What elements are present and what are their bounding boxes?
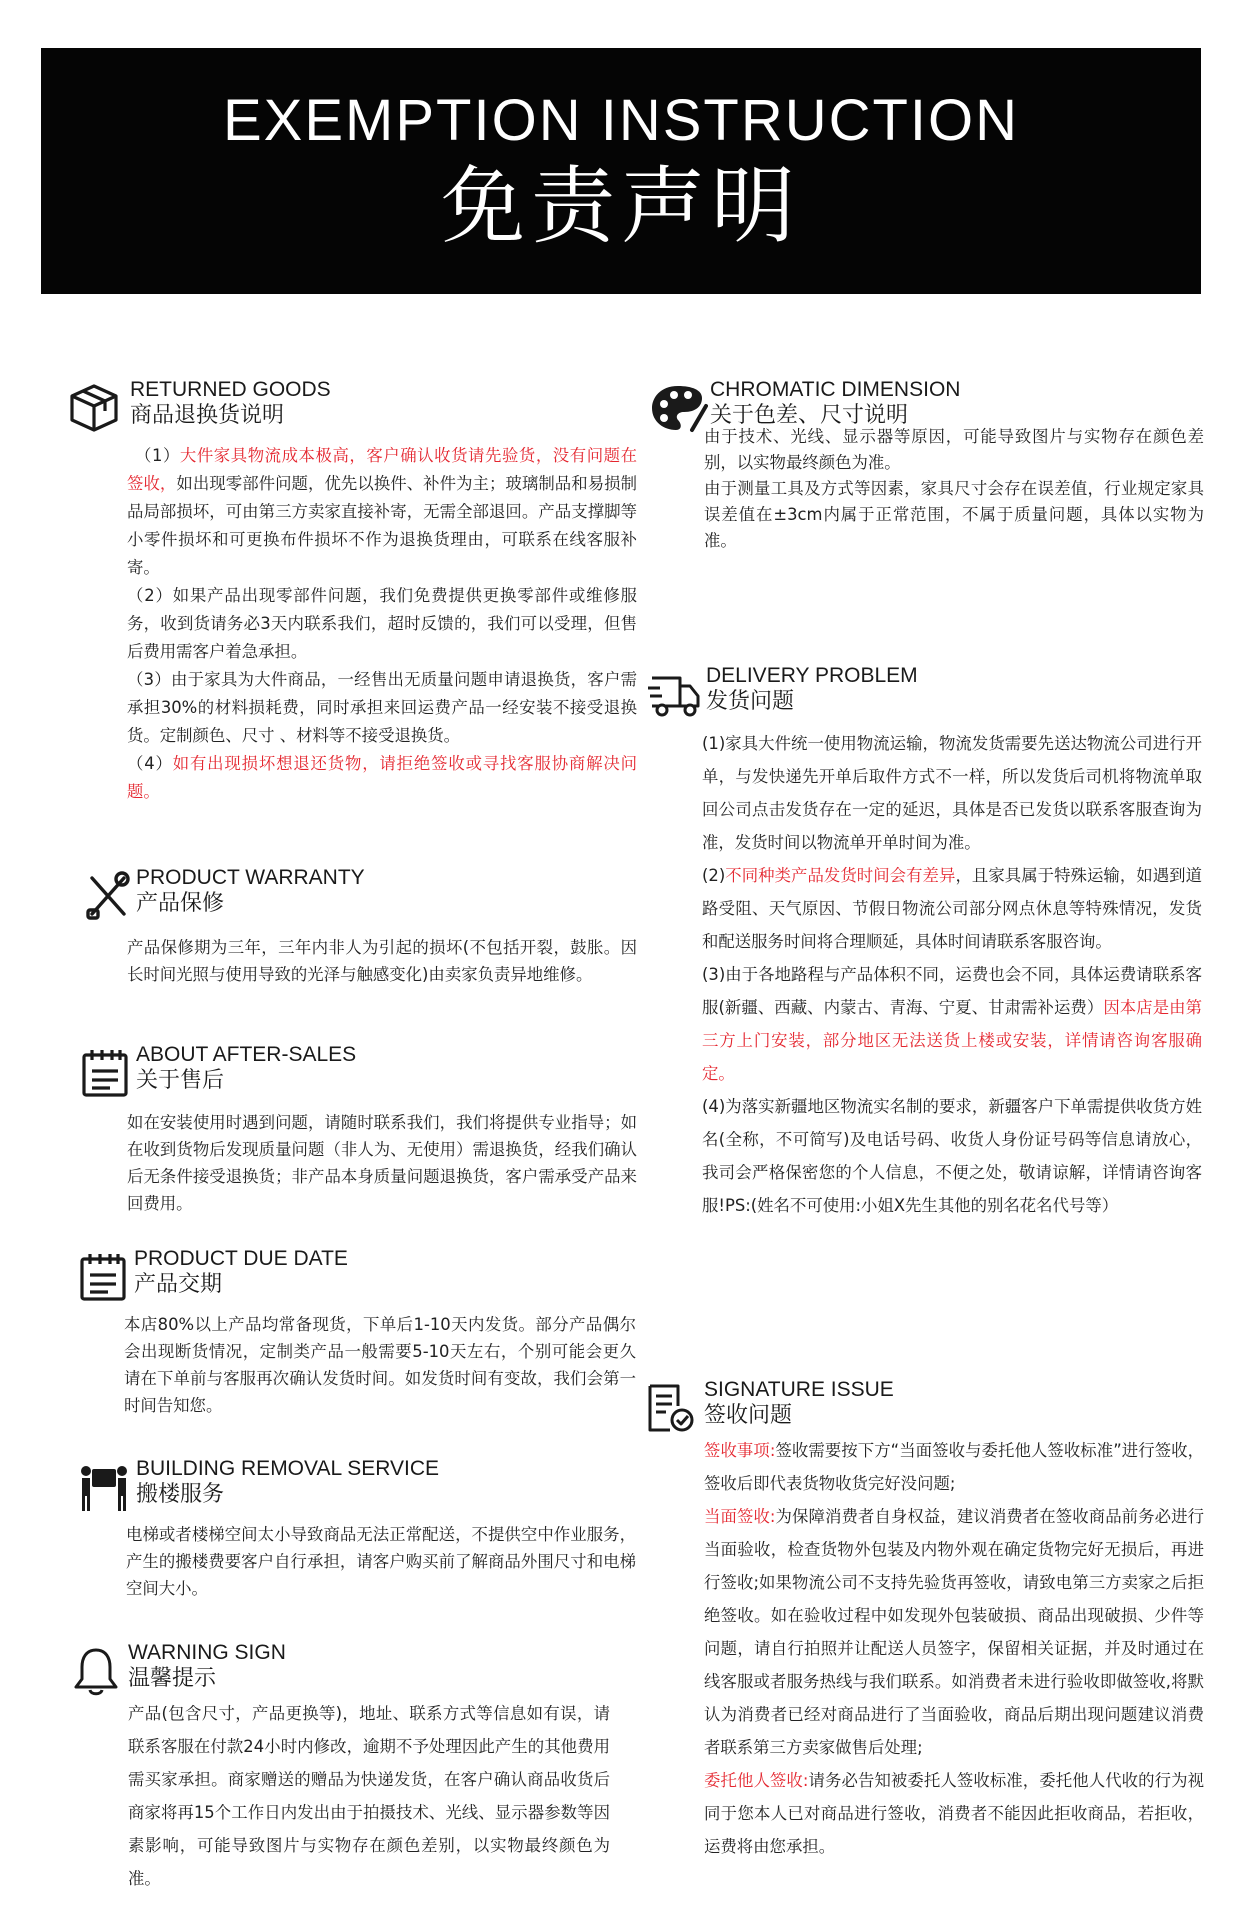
paragraph: 电梯或者楼梯空间太小导致商品无法正常配送，不提供空中作业服务，产生的搬楼费要客户自行承担，请客户购买前了解商品外围尺寸和电梯空间大小。 [126,1525,636,1598]
palette-icon [648,382,708,434]
highlight-text: 当面签收: [704,1507,776,1526]
paragraph-text: 如出现零部件问题，优先以换件、补件为主；玻璃制品和易损制品局部损坏，可由第三方卖家直接补寄，无需全部退回。产品支撑脚等小零件损坏和可更换布件损坏不作为退换货理由，可联系在线客服补寄。 [127,474,638,577]
section-delivery-problem [646,664,1204,1213]
tools-icon [84,870,132,922]
paragraph-text: ，且家具属于特殊运输，如遇到道路受阻、天气原因、节假日物流公司部分网点休息等特殊情况，发货和配送服务时间将合理顺延，具体时间请联系客服咨询。 [702,866,1203,951]
section-header [80,1043,636,1097]
paragraph [127,442,637,582]
section-title-en: RETURNED GOODS [130,378,331,401]
section-header [644,1378,1204,1432]
paragraph-text: 为保障消费者自身权益，建议消费者在签收商品前务必进行当面验收，检查货物外包装及内物外观在确定货物完好无损后，再进行签收;如果物流公司不支持先验货再签收，请致电第三方卖家之后拒绝签收。如在验收过程中如发现外包装破损、商品出现破损、少件等问题，请自行拍照并让配送人员签字，保留相关证据，并及时通过在线客服或者服务热线与我们联系。如消费者未进行验收即做签收,将默认为消费者已经对商品进行了当面验收，商品后期出现问题建议消费者联系第三方卖家做售后处理; [704,1507,1204,1757]
paragraph: 产品保修期为三年，三年内非人为引起的损坏(不包括开裂，鼓胀。因长时间光照与使用导致的光泽与触感变化)由卖家负责异地维修。 [127,938,637,984]
section-body [126,1521,636,1602]
section-product-due-date [78,1247,636,1415]
paragraph: 本店80%以上产品均常备现货，下单后1-10天内发货。部分产品偶尔会出现断货情况，定制类产品一般需要5-10天左右，个别可能会更久请在下单前与客服再次确认发货时间。如发货时间有变故，我们会第一时间告知您。 [124,1315,636,1415]
paragraph-prefix: (2) [702,866,726,885]
banner-title-zh: 免责声明 [440,157,801,255]
section-title-en: PRODUCT WARRANTY [136,866,365,889]
section-title-zh: 签收问题 [704,1403,793,1428]
section-title-zh: 搬楼服务 [136,1482,225,1507]
section-body [127,934,637,988]
section-body [704,424,1204,554]
paragraph-prefix: （4） [127,754,173,773]
section-title-en: SIGNATURE ISSUE [704,1378,894,1401]
paragraph: 由于测量工具及方式等因素，家具尺寸会存在误差值，行业规定家具误差值在±3cm内属于正常范围，不属于质量问题，具体以实物为准。 [704,479,1204,550]
section-title-en: DELIVERY PROBLEM [706,664,918,687]
section-signature-issue [644,1378,1204,1861]
section-body [128,1697,610,1895]
calendar-icon [78,1251,128,1303]
section-body [124,1311,636,1419]
section-product-warranty [84,866,637,984]
paragraph-text: (3)由于各地路程与产品体积不同，运费也会不同，具体运费请联系客服(新疆、西藏、内蒙古、青海、宁夏、甘肃需补运费） [702,965,1202,1017]
section-title-en: ABOUT AFTER-SALES [136,1043,357,1066]
section-after-sales [80,1043,637,1213]
section-body [127,442,637,806]
section-header [78,1457,636,1511]
section-title-zh: 发货问题 [706,689,795,714]
paragraph: (1)家具大件统一使用物流运输，物流发货需要先送达物流公司进行开单，与发快递先开单后取件方式不一样，所以发货后司机将物流单取回公司点击发货存在一定的延迟，具体是否已发货以联系客服查询为准，发货时间以物流单开单时间为准。 [702,734,1202,852]
section-body [702,727,1202,1222]
section-title-en: CHROMATIC DIMENSION [710,378,961,401]
paragraph [702,859,1202,958]
paragraph [127,750,637,806]
bell-icon [72,1645,120,1697]
paragraph: （2）如果产品出现零部件问题，我们免费提供更换零部件或维修服务，收到货请务必3天内联系我们，超时反馈的，我们可以受理，但售后费用需客户着急承担。 [127,586,637,661]
paragraph [704,1764,1204,1863]
paragraph-prefix: （1） [135,446,180,465]
section-chromatic-dimension [648,378,1204,562]
box-icon [66,382,122,434]
highlight-text: 签收事项: [704,1441,776,1460]
section-returned-goods [66,378,638,801]
banner-title-en: EXEMPTION INSTRUCTION [222,88,1020,153]
paragraph [704,1434,1204,1500]
movers-icon [78,1461,130,1513]
paragraph [702,958,1202,1090]
highlight-text: 大件家具物流成本极高，客户确认收货请先验货，没有问题在签收， [127,446,637,493]
section-title-zh: 商品退换货说明 [130,403,285,428]
paragraph [704,1500,1204,1764]
section-title-zh: 关于色差、尺寸说明 [710,403,909,428]
section-header [66,378,636,432]
highlight-text: 如有出现损坏想退还货物，请拒绝签收或寻找客服协商解决问题。 [127,754,637,801]
header-banner [41,48,1201,294]
section-header [72,1641,636,1695]
highlight-text: 不同种类产品发货时间会有差异 [725,866,956,885]
section-body [704,1434,1204,1863]
section-header [78,1247,636,1301]
paragraph: （3）由于家具为大件商品，一经售出无质量问题申请退换货，客户需承担30%的材料损耗费，同时承担来回运费产品一经安装不接受退换货。定制颜色、尺寸 、材料等不接受退换货。 [127,670,637,745]
paragraph: (4)为落实新疆地区物流实名制的要求，新疆客户下单需提供收货方姓名(全称，不可简写)及电话号码、收货人身份证号码等信息请放心，我司会严格保密您的个人信息，不便之处，敬请谅解，详情请咨询客服!PS:(姓名不可使用:小姐X先生其他的别名花名代号等） [702,1097,1202,1215]
section-building-removal [78,1457,636,1598]
paragraph-text: 请务必告知被委托人签收标准，委托他人代收的行为视同于您本人已对商品进行签收，消费者不能因此拒收商品，若拒收，运费将由您承担。 [704,1771,1204,1856]
truck-icon [646,668,702,720]
section-header [646,664,1204,718]
highlight-text: 因本店是由第三方上门安装，部分地区无法送货上楼或安装，详情请咨询客服确定。 [702,998,1202,1083]
section-title-zh: 产品交期 [134,1272,223,1297]
section-title-zh: 温馨提示 [128,1666,217,1691]
paragraph: 如在安装使用时遇到问题，请随时联系我们，我们将提供专业指导；如在收到货物后发现质量问题（非人为、无使用）需退换货，经我们确认后无条件接受退换货；非产品本身质量问题退换货，客户需承受产品来回费用。 [127,1113,637,1213]
section-header [84,866,636,920]
section-title-en: BUILDING REMOVAL SERVICE [136,1457,440,1480]
section-title-en: WARNING SIGN [128,1641,286,1664]
paragraph-text: 签收需要按下方“当面签收与委托他人签收标准”进行签收，签收后即代表货物收货完好没问题; [704,1441,1205,1493]
section-title-en: PRODUCT DUE DATE [134,1247,348,1270]
section-title-zh: 关于售后 [136,1068,225,1093]
calendar-icon [80,1047,130,1099]
highlight-text: 委托他人签收: [704,1771,809,1790]
document-check-icon [644,1382,696,1434]
paragraph: 产品(包含尺寸，产品更换等)，地址、联系方式等信息如有误，请联系客服在付款24小时内修改，逾期不予处理因此产生的其他费用需买家承担。商家赠送的赠品为快递发货，在客户确认商品收货后商家将再15个工作日内发出由于拍摄技术、光线、显示器参数等因素影响，可能导致图片与实物存在颜色差别，以实物最终颜色为准。 [128,1704,610,1888]
section-title-zh: 产品保修 [136,891,225,916]
section-warning-sign [72,1641,636,1893]
section-body [127,1109,637,1217]
paragraph: 由于技术、光线、显示器等原因，可能导致图片与实物存在颜色差别，以实物最终颜色为准。 [704,427,1204,472]
